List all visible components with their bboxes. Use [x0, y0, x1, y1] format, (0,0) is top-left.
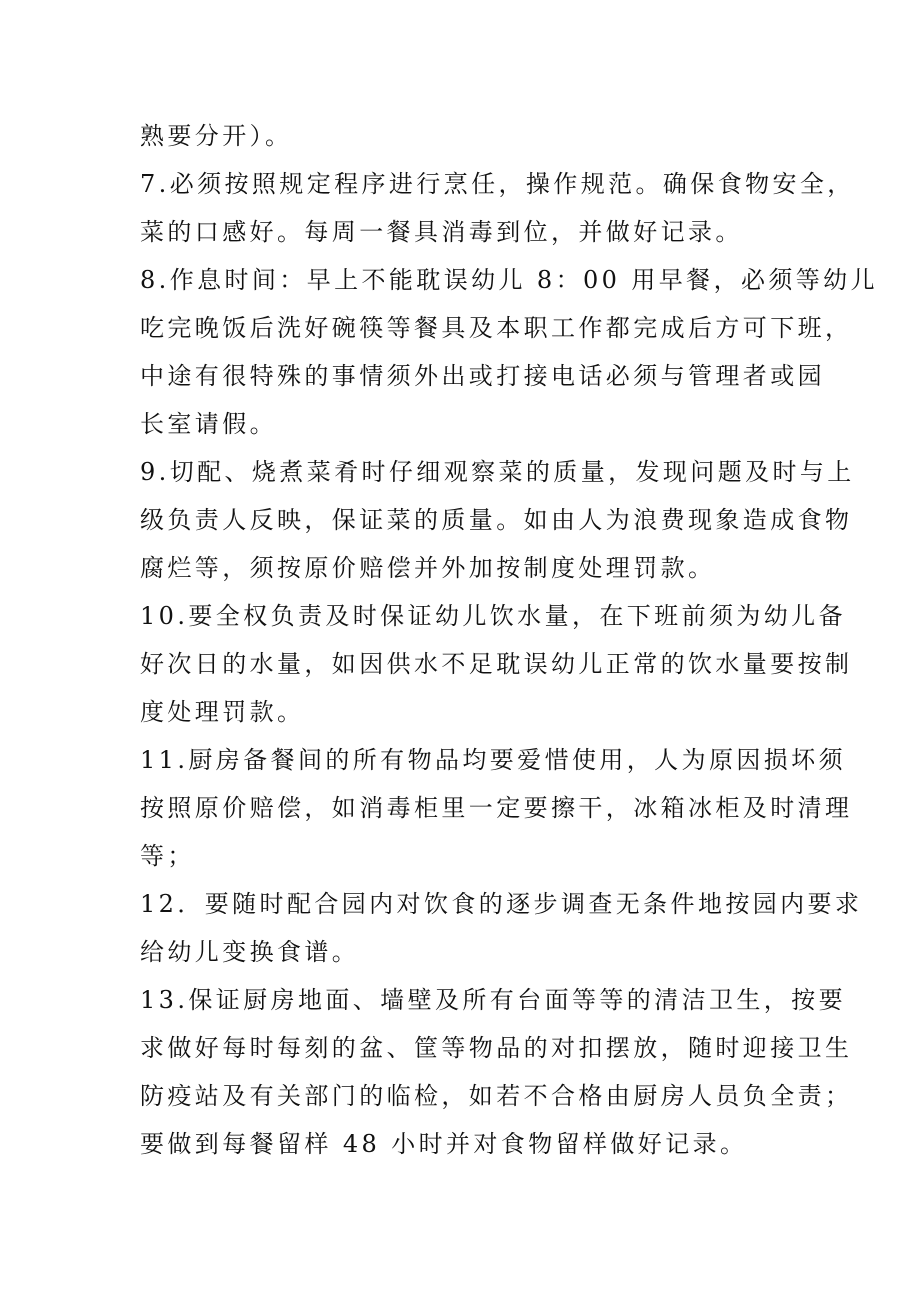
text-line: 熟要分开）。 — [140, 122, 293, 150]
document-body — [140, 112, 878, 1168]
text-line: 防疫站及有关部门的临检，如若不合格由厨房人员负全责； — [140, 1082, 853, 1110]
text-line: 菜的口感好。每周一餐具消毒到位，并做好记录。 — [140, 218, 743, 246]
text-line: 12．要随时配合园内对饮食的逐步调查无条件地按园内要求 — [140, 890, 863, 918]
text-line: 长室请假。 — [140, 410, 277, 438]
text-line: 吃完晚饭后洗好碗筷等餐具及本职工作都完成后方可下班， — [140, 314, 853, 342]
text-line: 按照原价赔偿，如消毒柜里一定要擦干，冰箱冰柜及时清理 — [140, 794, 853, 822]
text-line: 腐烂等，须按原价赔偿并外加按制度处理罚款。 — [140, 554, 716, 582]
text-line: 好次日的水量，如因供水不足耽误幼儿正常的饮水量要按制 — [140, 650, 853, 678]
text-line: 等； — [140, 842, 195, 870]
text-line: 11.厨房备餐间的所有物品均要爱惜使用，人为原因损坏须 — [140, 746, 846, 774]
text-line: 给幼儿变换食谱。 — [140, 938, 360, 966]
text-line: 13.保证厨房地面、墙壁及所有台面等等的清洁卫生，按要 — [140, 986, 846, 1014]
text-line: 8.作息时间：早上不能耽误幼儿 8：00 用早餐，必须等幼儿 — [140, 266, 878, 294]
text-line: 9.切配、烧煮菜肴时仔细观察菜的质量，发现问题及时与上 — [140, 458, 855, 486]
text-line: 中途有很特殊的事情须外出或打接电话必须与管理者或园 — [140, 362, 825, 390]
text-line: 7.必须按照规定程序进行烹任，操作规范。确保食物安全， — [140, 170, 855, 198]
text-line: 要做到每餐留样 48 小时并对食物留样做好记录。 — [140, 1130, 748, 1158]
text-line: 10.要全权负责及时保证幼儿饮水量，在下班前须为幼儿备 — [140, 602, 846, 630]
text-line: 级负责人反映，保证菜的质量。如由人为浪费现象造成食物 — [140, 506, 853, 534]
text-line: 求做好每时每刻的盆、筐等物品的对扣摆放，随时迎接卫生 — [140, 1034, 853, 1062]
text-line: 度处理罚款。 — [140, 698, 305, 726]
